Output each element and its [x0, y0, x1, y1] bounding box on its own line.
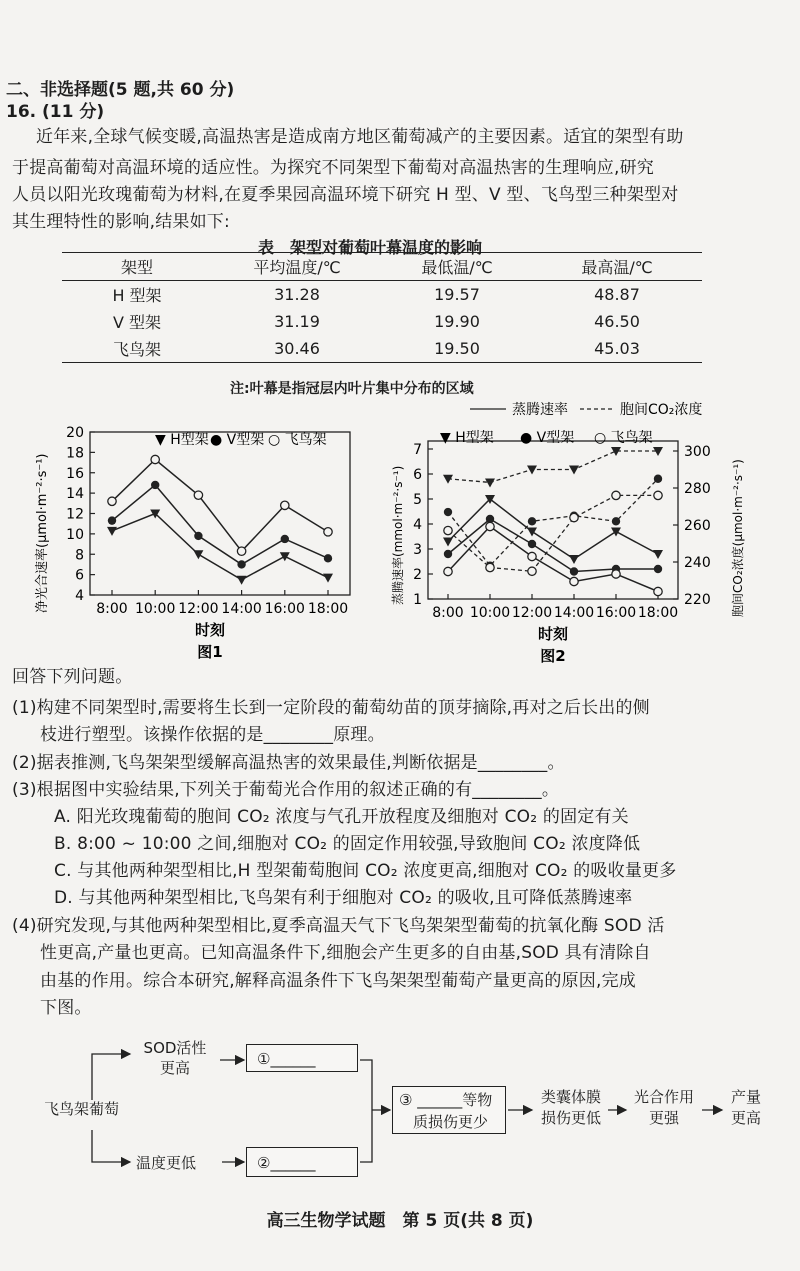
page-footer: 高三生物学试题 第 5 页(共 8 页) — [266, 1211, 534, 1231]
q3: (3)根据图中实验结果,下列关于葡萄光合作用的叙述正确的有________。 — [12, 780, 560, 800]
table-note: 注:叶幕是指冠层内叶片集中分布的区域 — [230, 381, 474, 397]
flow-step-1-line-1: 类囊体膜 — [540, 1088, 601, 1106]
figure1-point — [281, 535, 289, 543]
figure1-title: 图1 — [197, 643, 223, 661]
figure2-y2tick-label: 300 — [684, 444, 711, 460]
figure2-co2-point — [486, 563, 494, 571]
figure2-co2-point — [528, 567, 536, 575]
figure2-transpiration-point — [570, 577, 578, 585]
figure1-xtick-label: 10:00 — [135, 601, 176, 617]
figure2-transpiration-point — [443, 538, 453, 547]
figure2-co2-point — [528, 517, 536, 525]
flow-box-1-text: ①______ — [257, 1050, 316, 1068]
figure2-co2-point — [612, 491, 620, 499]
figure2-legend-h: ▼ H型架 — [440, 430, 494, 446]
temperature-table — [62, 252, 702, 363]
intro-line-3: 人员以阳光玫瑰葡萄为材料,在夏季果园高温环境下研究 H 型、V 型、飞鸟型三种架型对 — [12, 185, 679, 205]
figure1-point — [280, 552, 290, 561]
flow-upper-label-1: SOD活性 — [143, 1039, 207, 1057]
arrow-to-temp — [92, 1130, 130, 1162]
figure2-xtick-label: 18:00 — [637, 605, 679, 621]
flow-box-1 — [246, 1044, 358, 1072]
figure2-y2label: 胞间CO₂浓度(μmol·m⁻²·s⁻¹) — [731, 459, 745, 617]
figure2-transpiration-point — [486, 522, 494, 530]
flow-lower-label: 温度更低 — [136, 1154, 197, 1172]
flow-box-3-line-2: 质损伤更少 — [413, 1113, 489, 1131]
figure1-xtick-label: 16:00 — [264, 601, 305, 617]
figure1-xtick-label: 8:00 — [96, 601, 128, 617]
q4-line-1: (4)研究发现,与其他两种架型相比,夏季高温天气下飞鸟架架型葡萄的抗氧化酶 SOD 活 — [12, 916, 665, 936]
figure2-transpiration-point — [444, 567, 452, 575]
figure2-transpiration-line — [448, 499, 658, 559]
figure1-point — [194, 491, 202, 499]
figure2-ytick-label: 1 — [413, 592, 422, 608]
figure2-co2-point — [485, 478, 495, 487]
q4-line-4: 下图。 — [40, 998, 92, 1018]
figure1-frame — [90, 432, 350, 595]
figure1-xtick-label: 18:00 — [307, 601, 349, 617]
figure2-title: 图2 — [540, 647, 566, 665]
table-cell: 飞鸟架 — [62, 335, 212, 363]
figure1-point — [324, 554, 332, 562]
figure2-co2-point — [444, 508, 452, 516]
figure2-transpiration-point — [612, 570, 620, 578]
figure2-co2-point — [654, 491, 662, 499]
figure2-ytick-label: 5 — [413, 492, 422, 508]
table-cell: 19.57 — [434, 285, 480, 304]
table-cell: 30.46 — [212, 335, 382, 363]
flow-upper-label-2: 更高 — [159, 1059, 190, 1077]
figure1-point — [108, 516, 116, 524]
table-caption: 表 架型对葡萄叶幕温度的影响 — [258, 238, 483, 257]
q3-option-b: B. 8:00 ~ 10:00 之间,细胞对 CO₂ 的固定作用较强,导致胞间 CO₂ 浓度降低 — [54, 834, 641, 854]
figure1-series-line — [112, 485, 328, 564]
flow-step-1-line-2: 损伤更低 — [540, 1109, 601, 1127]
figure2-co2-point — [569, 466, 579, 475]
figure1-ytick-label: 4 — [75, 588, 84, 604]
q4-line-2: 性更高,产量也更高。已知高温条件下,细胞会产生更多的自由基,SOD 具有清除自 — [40, 943, 651, 963]
figure2-transpiration-point — [653, 550, 663, 559]
table-header-cell: 最高温/℃ — [532, 253, 702, 281]
figure1-point — [237, 576, 247, 585]
figure1-ytick-label: 18 — [66, 445, 84, 462]
figure1-ytick-label: 8 — [75, 547, 84, 564]
figure1-xtick-label: 12:00 — [178, 601, 219, 617]
table-cell: 19.50 — [382, 335, 532, 363]
figure1-legend-h: ▼ H型架 — [155, 432, 209, 448]
table-cell: 48.87 — [594, 285, 640, 304]
figure2-ytick-label: 4 — [413, 517, 422, 533]
figure2-y2tick-label: 280 — [684, 481, 711, 497]
figure1-ytick-label: 20 — [66, 425, 84, 441]
figure2-ylabel: 蒸腾速率(mmol·m⁻²·s⁻¹) — [391, 465, 405, 605]
flow-step-1 — [536, 1087, 606, 1129]
figure1-ytick-label: 16 — [66, 465, 84, 482]
figure1-point — [323, 574, 333, 583]
figure2-co2-line — [448, 479, 658, 566]
q3-option-d: D. 与其他两种架型相比,飞鸟架有利于细胞对 CO₂ 的吸收,且可降低蒸腾速率 — [54, 888, 633, 908]
figure1-point — [281, 501, 289, 509]
figure2-co2-point — [654, 475, 662, 483]
flow-upper-label — [136, 1038, 214, 1078]
figure1-ytick-label: 6 — [75, 567, 84, 584]
q4-line-3: 由基的作用。综合本研究,解释高温条件下飞鸟架架型葡萄产量更高的原因,完成 — [40, 971, 637, 991]
figure1-ytick-label: 12 — [66, 506, 84, 523]
table-cell: 31.28 — [274, 285, 320, 304]
q1-line-1: (1)构建不同架型时,需要将生长到一定阶段的葡萄幼苗的顶芽摘除,再对之后长出的侧 — [12, 698, 650, 718]
flow-step-3-line-1: 产量 — [730, 1088, 761, 1106]
figure1-point — [194, 532, 202, 540]
figure2-transpiration-point — [569, 555, 579, 564]
question-header: 16. (11 分) — [6, 102, 105, 122]
flow-step-2-line-2: 更强 — [648, 1109, 679, 1127]
figure2-xtick-label: 10:00 — [469, 605, 511, 621]
figure2-y2tick-label: 260 — [684, 518, 711, 534]
figure2-xtick-label: 8:00 — [432, 605, 464, 621]
table-cell: V 型架 — [112, 313, 162, 332]
figure2-ytick-label: 2 — [413, 567, 422, 583]
q3-option-a: A. 阳光玫瑰葡萄的胞间 CO₂ 浓度与气孔开放程度及细胞对 CO₂ 的固定有关 — [54, 807, 629, 827]
table-row — [62, 281, 702, 309]
flow-start: 飞鸟架葡萄 — [44, 1100, 120, 1118]
q3-option-c: C. 与其他两种架型相比,H 型架葡萄胞间 CO₂ 浓度更高,细胞对 CO₂ 的吸收量更多 — [54, 861, 677, 881]
figure2-xlabel: 时刻 — [537, 625, 569, 643]
figure2-y2tick-label: 240 — [684, 555, 711, 571]
table-header-cell: 平均温度/℃ — [212, 253, 382, 281]
figure1-xtick-label: 14:00 — [221, 601, 262, 617]
figure2-transpiration-point — [611, 528, 621, 537]
figure1-xlabel: 时刻 — [194, 621, 226, 639]
figure2-transpiration-point — [444, 550, 452, 558]
figure2-legend-feiniao: ○ 飞鸟架 — [594, 430, 653, 446]
figure2-co2-line — [448, 495, 658, 571]
table-cell: 31.19 — [274, 312, 320, 331]
figure2-co2-point — [444, 526, 452, 534]
section-title: 二、非选择题(5 题,共 60 分) — [6, 80, 235, 100]
figure1-ytick-label: 14 — [66, 486, 84, 503]
legend-transpiration: 蒸腾速率 — [512, 402, 568, 418]
figure2-transpiration-point — [654, 587, 662, 595]
q2: (2)据表推测,飞鸟架架型缓解高温热害的效果最佳,判断依据是________。 — [12, 753, 565, 773]
flow-box-3 — [392, 1086, 506, 1134]
figure1-legend-v: ● V型架 — [210, 432, 265, 448]
table-row — [62, 335, 702, 363]
table-cell: 46.50 — [594, 312, 640, 331]
figure2-frame — [428, 441, 678, 599]
figure2-transpiration-point — [527, 528, 537, 537]
flow-step-2 — [628, 1087, 700, 1129]
answer-prompt: 回答下列问题。 — [12, 667, 133, 687]
figure2-ytick-label: 6 — [413, 467, 422, 483]
legend-co2: 胞间CO₂浓度 — [620, 402, 703, 418]
figure1-ylabel: 净光合速率(μmol·m⁻²·s⁻¹) — [35, 453, 50, 613]
table-header-cell: 架型 — [62, 253, 212, 281]
figure2-co2-point — [527, 466, 537, 475]
charts-area — [0, 395, 800, 665]
flow-box-2-text: ②______ — [257, 1154, 316, 1172]
figure2-co2-point — [612, 517, 620, 525]
figure2-transpiration-point — [528, 552, 536, 560]
intro-line-4: 其生理特性的影响,结果如下: — [12, 212, 230, 232]
figure2-xtick-label: 16:00 — [595, 605, 637, 621]
figure1-point — [151, 481, 159, 489]
figure2-legend-v: ● V型架 — [520, 430, 575, 446]
figure2 — [390, 401, 745, 665]
figure1-series-line — [112, 460, 328, 552]
figure1-point — [193, 550, 203, 559]
figure1-ytick-label: 10 — [66, 526, 84, 543]
figure2-transpiration-point — [528, 540, 536, 548]
flow-box-3-line-1: ③ ______等物 — [399, 1091, 493, 1109]
figure1-point — [324, 528, 332, 536]
arrow-to-sod — [92, 1054, 130, 1100]
q1-line-2: 枝进行塑型。该操作依据的是________原理。 — [40, 725, 385, 745]
intro-line-2: 于提高葡萄对高温环境的适应性。为探究不同架型下葡萄对高温热害的生理响应,研究 — [12, 158, 655, 178]
figure2-xtick-label: 14:00 — [553, 605, 595, 621]
figure2-transpiration-point — [570, 567, 578, 575]
figure2-xtick-label: 12:00 — [511, 605, 553, 621]
figure1-point — [237, 547, 245, 555]
table-header-row — [62, 253, 702, 281]
figure1-legend-feiniao: ○ 飞鸟架 — [268, 432, 327, 448]
figure2-transpiration-point — [654, 565, 662, 573]
figure1-point — [108, 497, 116, 505]
flow-step-3 — [724, 1087, 768, 1129]
table-row — [62, 308, 702, 335]
figure2-co2-line — [448, 451, 658, 482]
figure2-ytick-label: 3 — [413, 542, 422, 558]
figure2-y2tick-label: 220 — [684, 592, 711, 608]
table-cell: H 型架 — [112, 286, 162, 305]
figure2-ytick-label: 7 — [413, 442, 422, 458]
table-cell: 19.90 — [434, 312, 480, 331]
figure2-co2-point — [570, 513, 578, 521]
merge-bracket — [360, 1060, 372, 1162]
figure1-point — [107, 527, 117, 536]
flow-step-3-line-2: 更高 — [730, 1109, 761, 1127]
table-cell: 45.03 — [532, 335, 702, 363]
intro-line-1: 近年来,全球气候变暖,高温热害是造成南方地区葡萄减产的主要因素。适宜的架型有助 — [36, 127, 684, 147]
figure1 — [34, 425, 350, 661]
figure1-point — [151, 455, 159, 463]
flow-step-2-line-1: 光合作用 — [633, 1088, 694, 1106]
table-header-cell: 最低温/℃ — [382, 253, 532, 281]
flow-box-2 — [246, 1147, 358, 1177]
figure1-point — [237, 560, 245, 568]
